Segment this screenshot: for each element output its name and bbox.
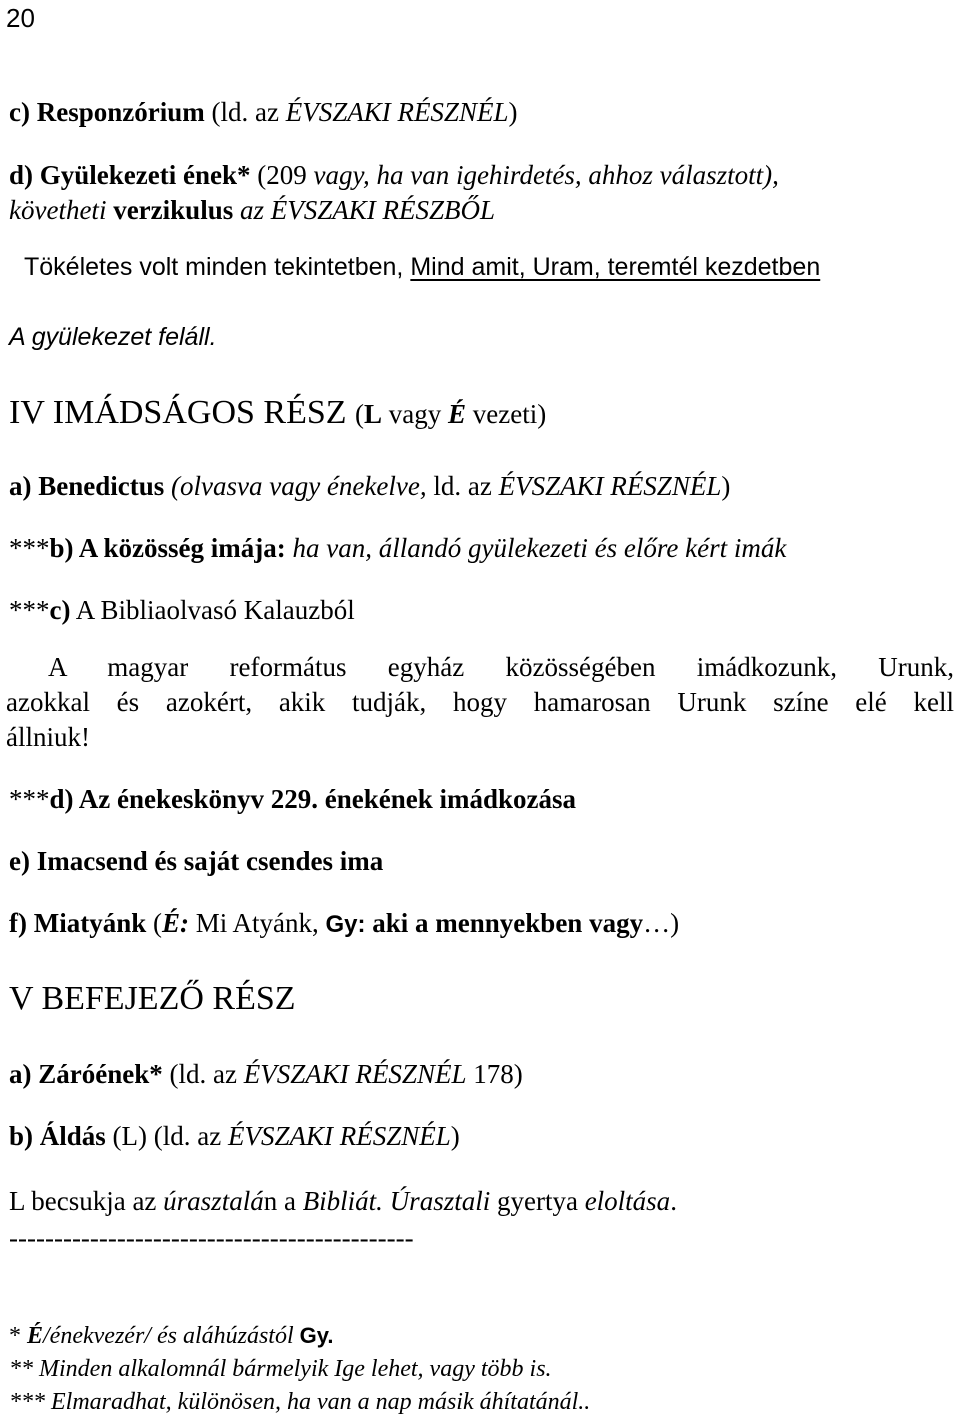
az-text: az (212, 1059, 237, 1089)
bible-guide-label: c) (49, 595, 71, 625)
closing-table-text: Úrasztali (389, 1186, 491, 1216)
season-ref: ÉVSZAKI RÉSZNÉL (243, 1059, 467, 1089)
season-ref: ÉVSZAKI RÉSZNÉL (227, 1121, 451, 1151)
closing-bible-text: Bibliát. (302, 1186, 383, 1216)
lords-prayer-label: f) Miatyánk (9, 908, 147, 938)
section-4-heading (9, 393, 546, 434)
blessing-label: b) Áldás (9, 1121, 106, 1151)
az-text: az (254, 97, 279, 127)
ld-text: (ld. (153, 1121, 191, 1151)
closing-text: az (132, 1186, 157, 1216)
benedictus-label: a) Benedictus (9, 471, 165, 501)
verse-line (24, 251, 820, 283)
close-paren: ) (450, 1121, 460, 1151)
page-number: 20 (6, 3, 35, 33)
stars: *** (9, 595, 50, 625)
stars: *** (9, 784, 50, 814)
song-number: 178 (473, 1059, 514, 1089)
leader-mark: (L) (112, 1121, 148, 1151)
lords-prayer-line (9, 907, 679, 941)
blessing-line (9, 1120, 460, 1152)
mi-atyank: Mi Atyánk, (195, 908, 319, 938)
prayer-line-1: A magyar református egyház közösségében imádkozunk, Urunk, (48, 652, 954, 682)
verse-text-1: Tökéletes volt minden tekintetben, (24, 253, 404, 281)
congregation-mark: Gy. (299, 1323, 334, 1348)
verse-text-2: Mind amit, Uram, teremtél kezdetben (410, 253, 821, 281)
community-prayer-line (9, 532, 786, 564)
stars: *** (9, 533, 50, 563)
ellipsis: … (643, 908, 671, 938)
leader-note: (L vagy É vezeti) (355, 399, 547, 429)
silent-prayer-line: e) Imacsend és saját csendes ima (9, 846, 384, 876)
congregation-text: aki a mennyekben vagy (372, 908, 644, 938)
closing-action-line (9, 1185, 677, 1217)
leader-mark: É: (162, 908, 189, 938)
song-label: d) Gyülekezeti ének* (9, 160, 251, 190)
close-paren: ) (508, 97, 518, 127)
closing-candle-text: gyertya (496, 1186, 578, 1216)
bible-guide-text: A Bibliaolvasó Kalauzból (75, 595, 355, 625)
footnote-3: *** Elmaradhat, különösen, ha van a nap másik áhítatánál.. (9, 1389, 591, 1415)
closing-text: n a (263, 1186, 296, 1216)
season-ref: az ÉVSZAKI RÉSZBŐL (239, 195, 495, 225)
footnote-2: ** Minden alkalomnál bármelyik Ige lehet, vagy több is. (9, 1356, 552, 1382)
community-prayer-note: ha van, állandó gyülekezeti és előre kért imák (292, 533, 787, 563)
responzorium-label: c) Responzórium (9, 97, 205, 127)
section-4-title: IV IMÁDSÁGOS RÉSZ (9, 394, 347, 431)
closing-table-text: úrasztalá (163, 1186, 264, 1216)
az-text: az (197, 1121, 222, 1151)
footnote-text: /énekvezér/ és aláhúzástól (43, 1323, 294, 1349)
section-5-heading: V BEFEJEZŐ RÉSZ (9, 980, 296, 1017)
bible-guide-line (9, 594, 355, 626)
stand-note: A gyülekezet feláll. (9, 323, 217, 351)
az-text: az (467, 471, 492, 501)
prayer-line-3: állniuk! (6, 722, 90, 752)
ld-text: ld. (433, 471, 462, 501)
closing-song-line (9, 1058, 523, 1090)
closing-period: . (670, 1186, 677, 1216)
benedictus-note: (olvasva vagy énekelve, (171, 471, 427, 501)
footnote-1 (9, 1322, 333, 1350)
ld-text: (ld. (169, 1059, 207, 1089)
benedictus-line (9, 470, 730, 502)
footnote-star: * (9, 1323, 21, 1349)
season-ref: ÉVSZAKI RÉSZNÉL (498, 471, 722, 501)
community-prayer-label: b) A közösség imája: (49, 533, 286, 563)
closing-extinguish-text: eloltása (584, 1186, 671, 1216)
song-line-2 (9, 194, 495, 226)
open-paren: ( (153, 908, 162, 938)
close-paren: ) (670, 908, 680, 938)
song-number: (209 (257, 160, 307, 190)
verse-label: verzikulus (113, 195, 234, 225)
song-note: vagy, ha van igehirdetés, ahhoz választott), (313, 160, 779, 190)
closing-song-label: a) Záróének* (9, 1059, 163, 1089)
ld-text: (ld. (211, 97, 249, 127)
responzorium-line (9, 96, 517, 128)
follow-text: követheti (9, 195, 107, 225)
season-ref: ÉVSZAKI RÉSZNÉL (285, 97, 509, 127)
closing-text: L becsukja (9, 1186, 126, 1216)
leader-mark: É (27, 1323, 44, 1349)
divider-line: --------------------------------------------- (9, 1223, 414, 1253)
close-paren: ) (513, 1059, 523, 1089)
hymnbook-line (9, 783, 576, 815)
close-paren: ) (721, 471, 731, 501)
prayer-line-2: azokkal és azokért, akik tudják, hogy hamarosan Urunk színe elé kell (6, 687, 954, 717)
congregation-mark: Gy: (325, 911, 366, 938)
song-line-1 (9, 159, 779, 191)
hymnbook-label: d) Az énekeskönyv 229. énekének imádkozása (49, 784, 577, 814)
